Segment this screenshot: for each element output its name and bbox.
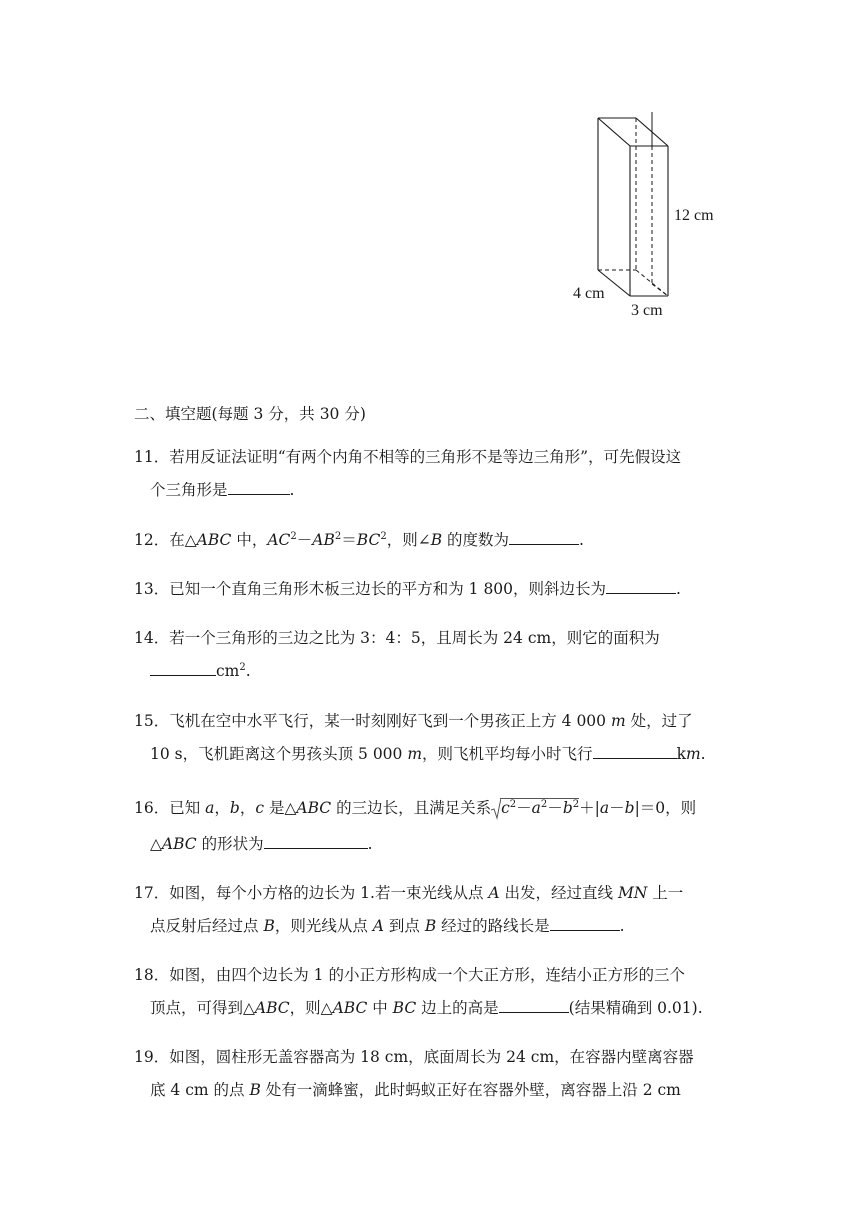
q17-line2: 点反射后经过点 B，则光线从点 A 到点 B 经过的路线长是 .: [150, 917, 625, 935]
section-title: 二、填空题(每题 3 分，共 30 分): [134, 405, 366, 423]
q14-line2: $cm^2$.: [150, 664, 251, 680]
q19-line1: 19．如图，圆柱形无盖容器高为 18 cm，底面周长为 24 cm，在容器内壁离容器: [134, 1048, 694, 1066]
answer-blank[interactable]: [228, 493, 290, 495]
label-depth: 4 cm: [573, 285, 605, 302]
label-width: 3 cm: [631, 302, 663, 319]
answer-blank[interactable]: [264, 847, 368, 849]
q15-line1: 15．飞机在空中水平飞行，某一时刻刚好飞到一个男孩正上方 4 000 m 处，过了: [134, 712, 693, 730]
q13-line: 13．已知一个直角三角形木板三边长的平方和为 1 800，则斜边长为 .: [134, 580, 681, 598]
answer-blank[interactable]: [606, 592, 676, 594]
answer-blank[interactable]: [150, 674, 216, 676]
radical-sign-icon: [491, 798, 501, 820]
stick-diagonal: [652, 284, 668, 296]
q15-line2: 10 s，飞机距离这个男孩头顶 5 000 m，则飞机平均每小时飞行 km.: [150, 745, 706, 763]
q16-line2: △ABC 的形状为 .: [150, 835, 373, 853]
q18-line1: 18．如图，由四个边长为 1 的小正方形构成一个大正方形，连结小正方形的三个: [134, 966, 685, 984]
edge-top-left: [598, 118, 630, 146]
q11-line2: 个三角形是 .: [150, 481, 295, 499]
q19-line2: 底 4 cm 的点 B 处有一滴蜂蜜，此时蚂蚁正好在容器外壁，离容器上沿 2 cm: [150, 1081, 681, 1099]
q18-line2: 顶点，可得到△ABC，则△ABC 中 BC 边上的高是 (结果精确到 0.01).: [150, 999, 703, 1017]
sqrt-expression: $c^2-a^2-b^2$: [491, 801, 579, 817]
prism-diagram: [560, 110, 740, 320]
answer-blank[interactable]: [499, 1011, 569, 1013]
q14-line1: 14．若一个三角形的三边之比为 3：4：5，且周长为 24 cm，则它的面积为: [134, 629, 660, 647]
answer-blank[interactable]: [593, 757, 677, 759]
q16-line1: 16．已知 a，b，c 是△ABC 的三边长，且满足关系 $c^2-a^2-b^2+|a-b|=0$，则: [134, 801, 696, 817]
answer-blank[interactable]: [509, 543, 579, 545]
prism-figure: [560, 110, 740, 320]
q17-line1: 17．如图，每个小方格的边长为 1.若一束光线从点 A 出发，经过直线 MN 上一: [134, 884, 684, 902]
answer-blank[interactable]: [550, 929, 620, 931]
label-height: 12 cm: [674, 207, 714, 224]
q11-line1: 11．若用反证法证明“有两个内角不相等的三角形不是等边三角形”，可先假设这: [134, 448, 682, 466]
q12-line: 12．在△ABC 中，$AC^2-AB^2=BC^2$，则∠B 的度数为 .: [134, 531, 584, 549]
